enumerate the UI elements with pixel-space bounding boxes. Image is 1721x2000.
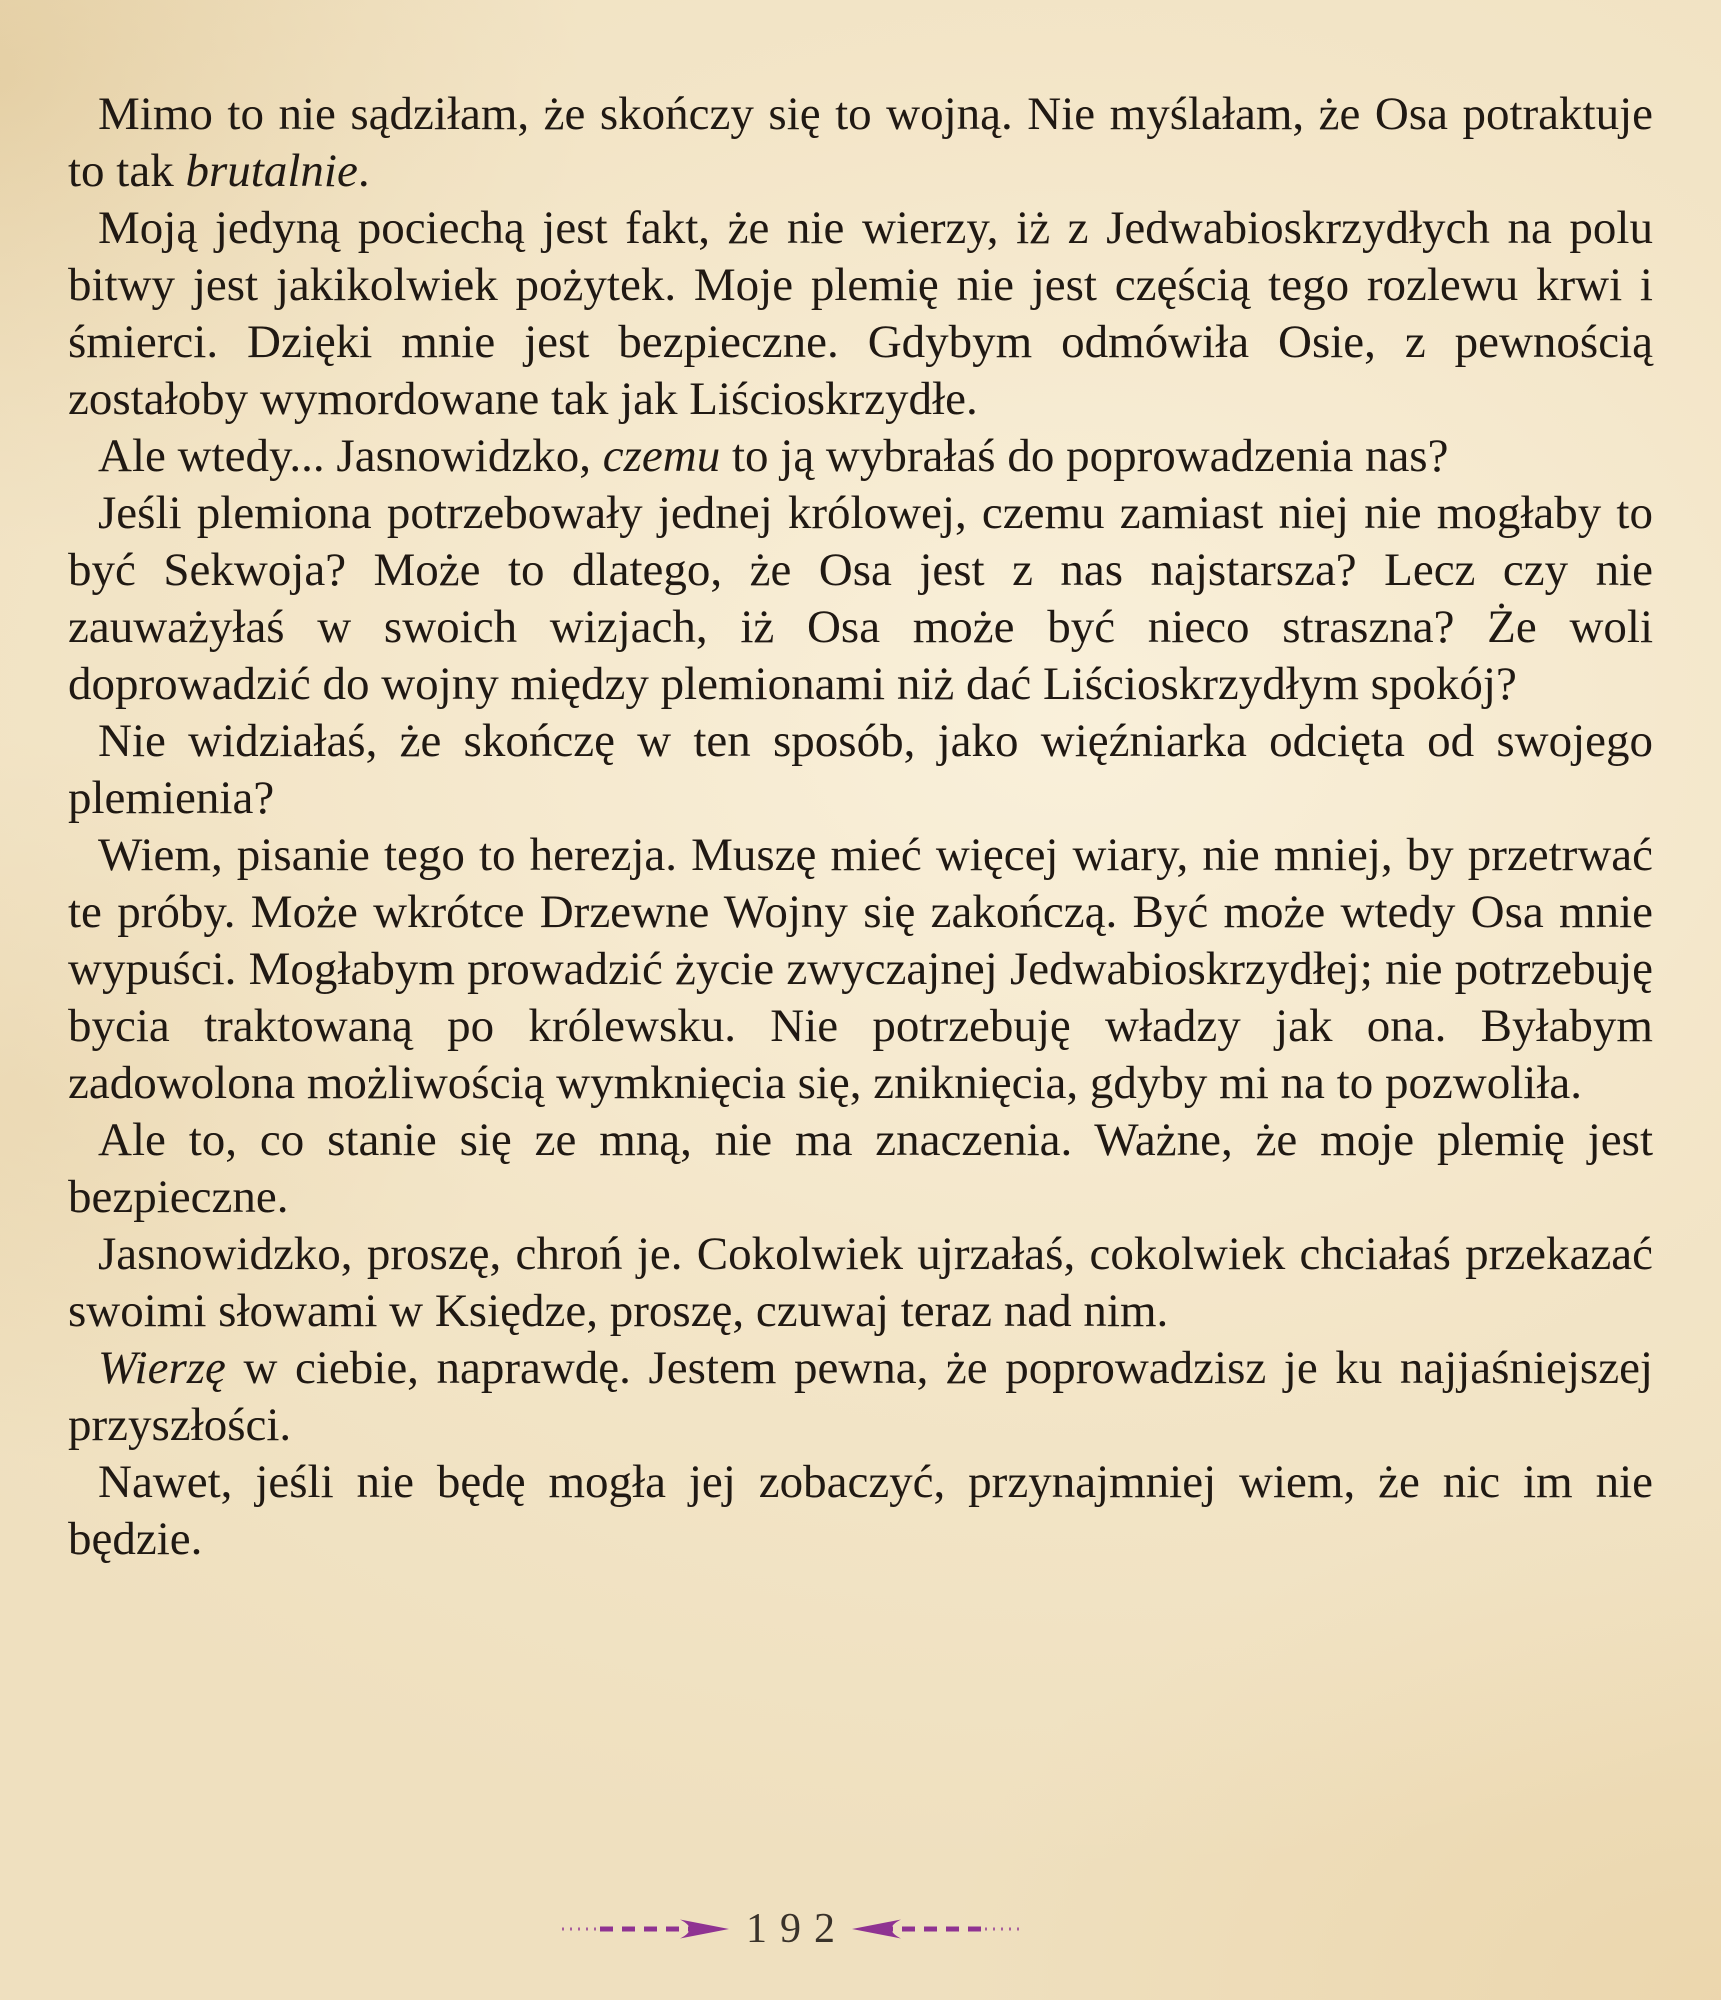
footer-ornament-right-arrow-icon	[851, 1918, 1021, 1940]
text-segment: Mimo to nie sądziłam, że skończy się to wojną. Nie myślałam, że Osa potraktuje to tak	[68, 88, 1653, 197]
paragraph	[68, 1226, 1653, 1340]
text-segment: Jasnowidzko, proszę, chroń je. Cokolwiek ujrzałaś, cokolwiek chciałaś przekazać swoimi słowami w Księdze, proszę, czuwaj teraz nad nim.	[68, 1228, 1653, 1337]
paragraph	[68, 86, 1653, 200]
page-number: 192	[746, 1906, 848, 1952]
text-segment: w ciebie, naprawdę. Jestem pewna, że poprowadzisz je ku najjaśniejszej przyszłości.	[68, 1342, 1653, 1451]
paragraph	[68, 200, 1653, 428]
text-segment: to ją wybrałaś do poprowadzenia nas?	[720, 430, 1449, 482]
footer-ornament-left-arrow-icon	[560, 1918, 730, 1940]
text-segment: Ale wtedy... Jasnowidzko,	[98, 430, 603, 482]
paragraph	[68, 827, 1653, 1112]
text-segment: Ale to, co stanie się ze mną, nie ma znaczenia. Ważne, że moje plemię jest bezpieczne.	[68, 1114, 1653, 1223]
text-segment: Jeśli plemiona potrzebowały jednej królowej, czemu zamiast niej nie mogłaby to być Sekwoja? Może to dlatego, że Osa jest z nas najstarsza? Lecz czy nie zauważyłaś w swoich wizjach, iż Osa może być nieco straszna? Że woli doprowadzić do wojny między plemionami niż dać Liścioskrzydłym spokój?	[68, 487, 1653, 710]
page-footer	[0, 1901, 1651, 1957]
paragraph	[68, 713, 1653, 827]
text-segment: Moją jedyną pociechą jest fakt, że nie wierzy, iż z Jedwabioskrzydłych na polu bitwy jest jakikolwiek pożytek. Moje plemię nie jest częścią tego rozlewu krwi i śmierci. Dzięki mnie jest bezpieczne. Gdybym odmówiła Osie, z pewnością zostałoby wymordowane tak jak Liścioskrzydłe.	[68, 202, 1653, 425]
text-segment: .	[357, 145, 370, 197]
italic-text-segment: Wierzę	[98, 1342, 226, 1394]
paragraph	[68, 1112, 1653, 1226]
paragraph	[68, 485, 1653, 713]
text-segment: Nawet, jeśli nie będę mogła jej zobaczyć, przynajmniej wiem, że nic im nie będzie.	[68, 1456, 1653, 1565]
paragraph	[68, 428, 1653, 485]
paragraph	[68, 1340, 1653, 1454]
text-segment: Wiem, pisanie tego to herezja. Muszę mieć więcej wiary, nie mniej, by przetrwać te próby. Może wkrótce Drzewne Wojny się zakończą. Być może wtedy Osa mnie wypuści. Mogłabym prowadzić życie zwyczajnej Jedwabioskrzydłej; nie potrzebuję bycia traktowaną po królewsku. Nie potrzebuję władzy jak ona. Byłabym zadowolona możliwością wymknięcia się, zniknięcia, gdyby mi na to pozwoliła.	[68, 829, 1653, 1109]
paragraph	[68, 1454, 1653, 1568]
italic-text-segment: czemu	[602, 430, 721, 482]
page-text	[68, 86, 1653, 1568]
italic-text-segment: brutalnie	[185, 145, 358, 197]
text-segment: Nie widziałaś, że skończę w ten sposób, jako więźniarka odcięta od swojego plemienia?	[68, 715, 1653, 824]
